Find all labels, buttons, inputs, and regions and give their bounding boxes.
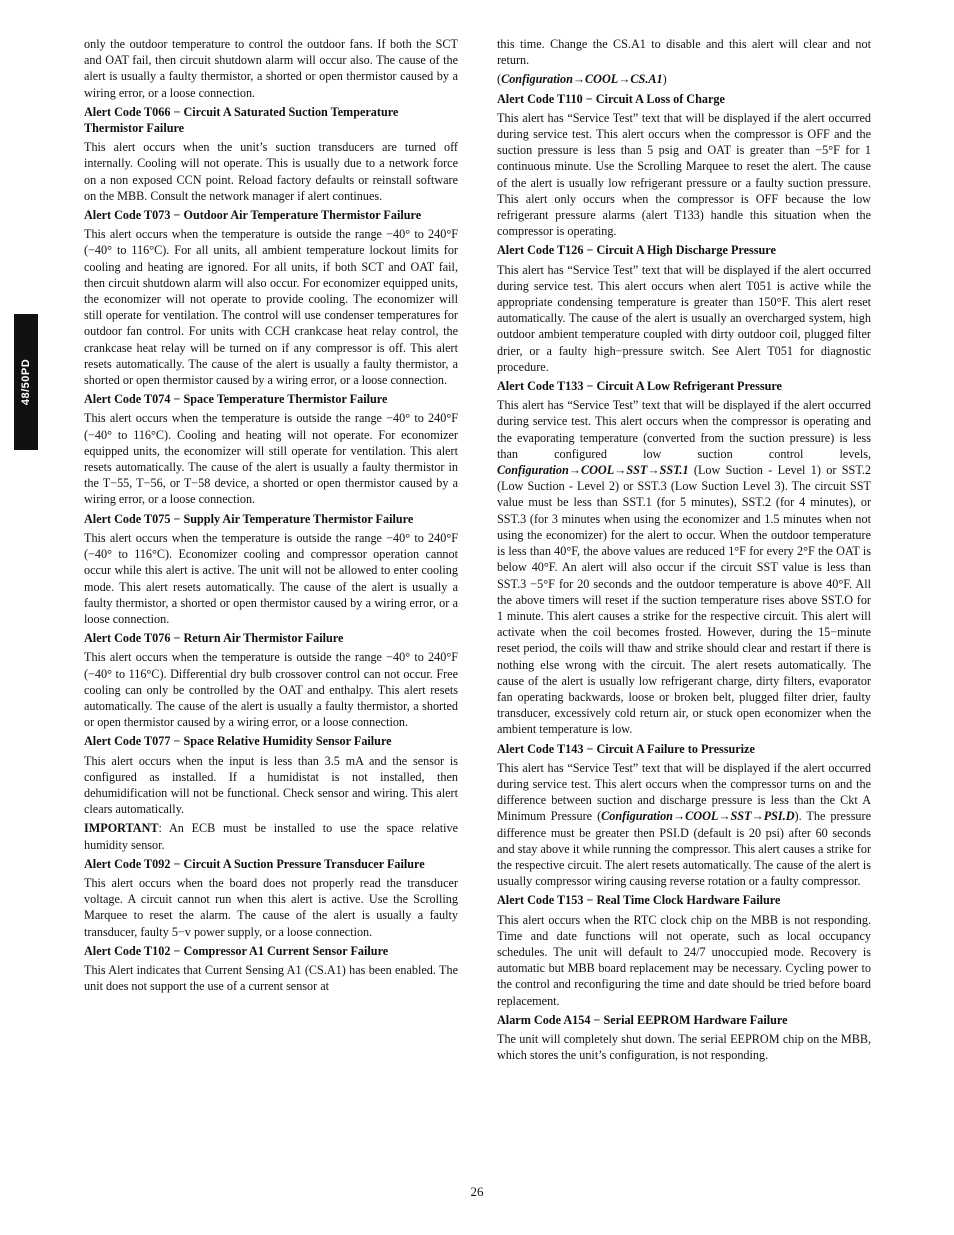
- paragraph: The unit will completely shut down. The serial EEPROM chip on the MBB, which stores the unit’s configuration, is not responding.: [497, 1031, 871, 1063]
- section-heading: Alert Code T074 − Space Temperature Thermistor Failure: [84, 392, 388, 407]
- section-heading: Alert Code T092 − Circuit A Suction Pressure Transducer Failure: [84, 856, 425, 871]
- section-heading: Alarm Code A154 − Serial EEPROM Hardware Failure: [497, 1012, 788, 1027]
- paragraph: This alert occurs when the input is less than 3.5 mA and the sensor is configured as installed. If a humidistat is not installed, then dehumidification will not be functional. Check sensor and wiring. This alert clears automatically.: [84, 753, 458, 817]
- section-heading: Alert Code T153 − Real Time Clock Hardware Failure: [497, 893, 781, 908]
- important-label: IMPORTANT: [84, 821, 159, 836]
- config-path: Configuration→COOL→SST→PSI.D: [601, 809, 795, 824]
- paragraph: This alert occurs when the board does not properly read the transducer voltage. A circuit cannot run when this alert is active. Use the Scrolling Marquee to reset the alarm. The cause of the alert is usually a faulty transducer, faulty 5−v power supply, or a loose connection.: [84, 875, 458, 939]
- text-run: This alert has “Service Test” text that will be displayed if the alert occurred during service test. This alert occurs when the compressor is operating and the evaporating temperature (converted from the suction pressure) is less than configured low suction control levels,: [497, 398, 871, 461]
- section-heading: Alert Code T066 − Circuit A Saturated Suction Temperature Thermistor Failure: [84, 104, 399, 136]
- section-heading: Alert Code T133 − Circuit A Low Refrigerant Pressure: [497, 379, 782, 394]
- config-path: Configuration→COOL→SST→SST.1: [497, 463, 689, 478]
- page-number: 26: [470, 1184, 484, 1199]
- section-heading: Alert Code T077 − Space Relative Humidity Sensor Failure: [84, 734, 392, 749]
- paragraph: This alert occurs when the temperature is outside the range −40° to 240°F (−40° to 116°C). For all units, all ambient temperature lockout limits for cooling and heating are ignored. For all units, if both SCT and OAT fail, then circuit shutdown alarm will also occur. For economizer equipped units, the economizer will not operate to provide cooling. The economizer will still operate for ventilation. The control will use condenser temperatures for outdoor fan control. For units with CCH crankcase heat relay control, the crankcase heat relay will be turned on if any compressor is off. This alert resets automatically. The cause of the alert is usually a faulty thermistor, a shorted or open thermistor caused by a wiring error, or a loose connection.: [84, 227, 458, 388]
- paragraph: This alert occurs when the unit’s suction transducers are turned off internally. Cooling will not operate. This is usually due to a network force on a non exposed CCN point. Reload factory defaults or reinstall software on the MBB. Consult the network manager if alert continues.: [84, 140, 458, 203]
- text-run: This alert has “Service Test” text that will be displayed if the alert occurred during service test. This alert occurs when the compressor turns on and the difference between suction and discharge pressure is less than the Ckt A Minimum Pressure (: [497, 760, 871, 824]
- section-heading: Alert Code T076 − Return Air Thermistor Failure: [84, 631, 344, 646]
- paragraph: This alert occurs when the temperature is outside the range −40° to 240°F (−40° to 116°C). Economizer cooling and compressor operation cannot occur while this alert is active. The unit will not be allowed to enter cooling mode. This alert resets automatically. The cause of the alert is usually a faulty thermistor, a shorted or open thermistor caused by a wiring error, or a loose connection.: [84, 530, 458, 626]
- side-tab-label: 48/50PD: [20, 358, 32, 406]
- paragraph: only the outdoor temperature to control the outdoor fans. If both the SCT and OAT fail, then circuit shutdown alarm will occur also. The cause of the alert is usually a faulty thermistor, a shorted or open thermistor caused by a wiring error, or a loose connection.: [84, 37, 458, 100]
- config-path-line: (Configuration→COOL→CS.A1): [497, 72, 667, 87]
- paragraph: this time. Change the CS.A1 to disable and this alert will clear and not return.: [497, 37, 871, 68]
- section-heading: Alert Code T110 − Circuit A Loss of Charge: [497, 91, 725, 106]
- text-run: ). The pressure difference must be greater then PSI.D (default is 20 psi) after 60 seconds and stay above it while running the compressor. This alert causes a strike for the respective circuit. The alert resets automatically. The cause of the alert is usually compressor wiring causing reverse rotation or a faulty compressor.: [497, 809, 871, 889]
- paragraph: This alert occurs when the temperature is outside the range −40° to 240°F (−40° to 116°C). Cooling and heating will not operate. For economizer equipped units, the economizer will still operate for ventilation. This alert resets automatically. The cause of the alert is usually a faulty thermistor in the T−55, T−56, or T−58 device, a shorted or open thermistor caused by a wiring error, or a loose connection.: [84, 411, 458, 507]
- paragraph: [497, 760, 871, 890]
- config-path: Configuration→COOL→CS.A1: [501, 72, 663, 87]
- right-column: [497, 36, 871, 1066]
- section-heading: Alert Code T073 − Outdoor Air Temperature Thermistor Failure: [84, 208, 422, 223]
- important-note: [84, 820, 458, 852]
- paragraph: This alert occurs when the temperature is outside the range −40° to 240°F (−40° to 116°C). Differential dry bulb crossover control can not occur. Free cooling can only be controlled by the OAT and enthalpy. This alert resets automatically. The cause of the alert is usually a faulty thermistor, a shorted or open thermistor caused by a wiring error, or a loose connection.: [84, 650, 458, 730]
- left-column: [84, 36, 458, 997]
- section-heading: Alert Code T126 − Circuit A High Discharge Pressure: [497, 243, 776, 258]
- paragraph: This alert has “Service Test” text that will be displayed if the alert occurred during service test. This alert occurs when alert T051 is active while the appropriate condensing temperature is greater than 150°F. This alert reset automatically. The cause of the alert is usually an overcharged system, high outdoor ambient temperature coupled with dirty outdoor coil, plugged filter drier, or a faulty high−pressure switch. See Alert T051 for diagnostic procedure.: [497, 262, 871, 374]
- section-heading: Alert Code T102 − Compressor A1 Current Sensor Failure: [84, 943, 389, 958]
- paragraph: [497, 397, 871, 737]
- paragraph: This Alert indicates that Current Sensing A1 (CS.A1) has been enabled. The unit does not support the use of a current sensor at: [84, 962, 458, 994]
- paragraph: This alert has “Service Test” text that will be displayed if the alert occurred during service test. This alert occurs when the compressor is OFF and the suction pressure is less than 5 psig and OAT is greater than −5°F for 1 continuous minute. Use the Scrolling Marquee to reset the alert. The cause of the alert is usually low refrigerant pressure or a faulty suction pressure. This alert only occurs when the compressor is OFF because the low refrigerant pressure alarms (alert T133) handle this situation when the compressor is operating.: [497, 110, 871, 239]
- side-tab: [14, 314, 38, 450]
- paragraph: This alert occurs when the RTC clock chip on the MBB is not responding. Time and date functions will not operate, such as local occupancy schedules. The unit will default to 24/7 unoccupied mode. Recovery is automatic but MBB board replacement may be necessary. Cycling power to the control and reconfiguring the time and date should be tried before board replacement.: [497, 912, 871, 1008]
- important-text: : An ECB must be installed to use the space relative humidity sensor.: [84, 821, 458, 852]
- section-heading: Alert Code T075 − Supply Air Temperature Thermistor Failure: [84, 511, 414, 526]
- section-heading: Alert Code T143 − Circuit A Failure to Pressurize: [497, 741, 755, 756]
- text-run: (Low Suction - Level 1) or SST.2 (Low Suction - Level 2) or SST.3 (Low Suction Level 3). The circuit SST value must be less than SST.1 (for 5 minutes), SST.2 (for 4 minutes), or SST.3 (for 3 minutes when using the economizer and 1.5 minutes when not using the economizer) for the alert to occur. When the outdoor temperature is less than 40°F, the above values are reduced 1°F for every 2°F the OAT is below 40°F. An alert will also occur if the circuit SST value is less than SST.3 −5°F for 20 seconds and the outdoor temperature is above 40°F. All the above timers will reset if the suction temperature rises above SST.O for 1 minute. This alert causes a strike for the respective circuit. This alert will activate when the coil becomes frosted. However, during the 15−minute reset period, the coils will thaw and strike should clear and restart if there is nothing else wrong with the circuit. The alert resets automatically. The cause of the alert is usually low refrigerant charge, dirty filters, evaporator fan operating backwards, loose or broken belt, plugged filter drier, faulty transducer, excessively cold return air, or stuck open economizer when the ambient temperature is low.: [497, 463, 871, 737]
